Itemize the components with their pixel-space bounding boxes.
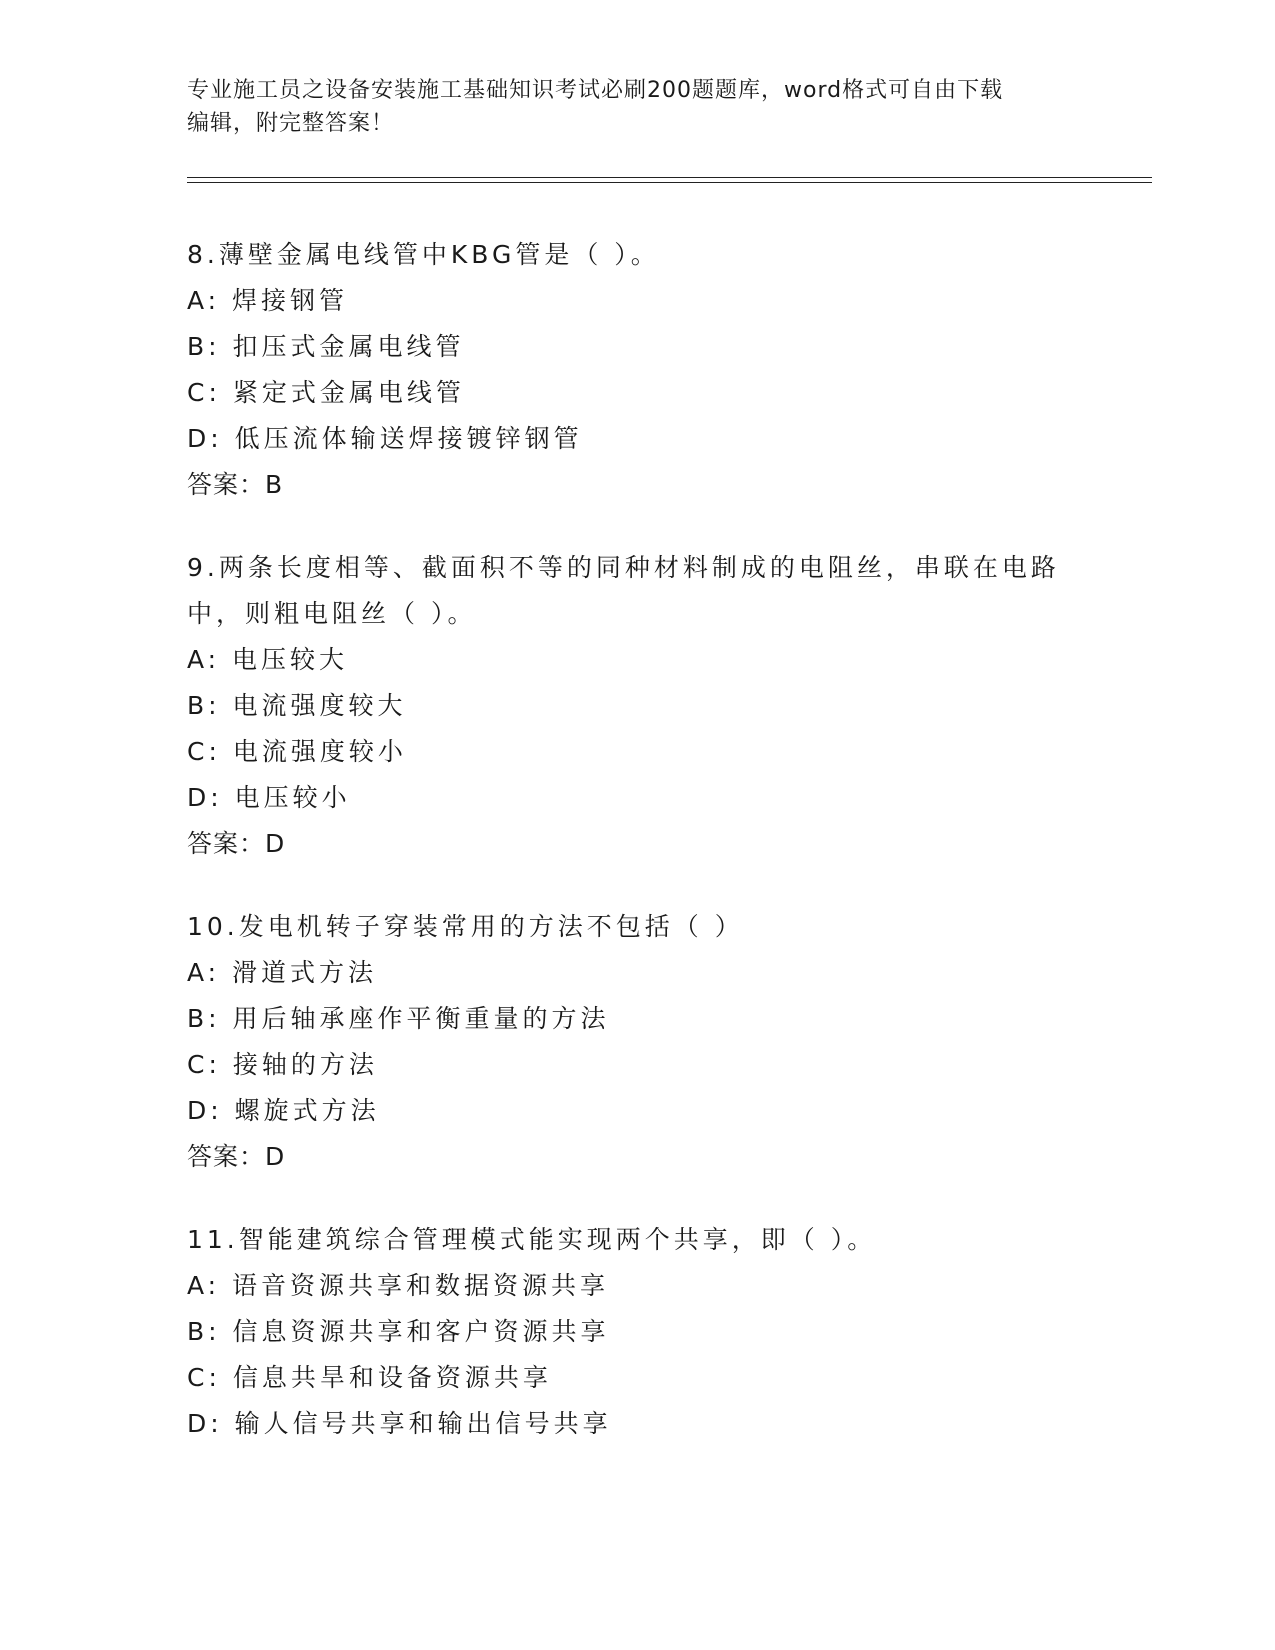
option-a: A: 焊接钢管	[187, 286, 349, 315]
header-line-1: 专业施工员之设备安装施工基础知识考试必刷200题题库，word格式可自由下载	[187, 78, 1004, 103]
option-b: B: 扣压式金属电线管	[187, 332, 465, 361]
document-header	[187, 74, 1067, 140]
option-d: D: 输人信号共享和输出信号共享	[187, 1409, 612, 1438]
question-stem: 11.智能建筑综合管理模式能实现两个共享，即（ ）。	[187, 1225, 877, 1254]
answer: 答案：D	[187, 829, 286, 858]
question-11	[187, 1217, 1087, 1447]
option-c: C: 紧定式金属电线管	[187, 378, 465, 407]
option-a: A: 语音资源共享和数据资源共享	[187, 1271, 610, 1300]
option-c: C: 电流强度较小	[187, 737, 407, 766]
option-d: D: 电压较小	[187, 783, 351, 812]
option-c: C: 接轴的方法	[187, 1050, 378, 1079]
option-c: C: 信息共旱和设备资源共享	[187, 1363, 552, 1392]
question-8	[187, 232, 1087, 508]
question-list	[187, 232, 1087, 1484]
option-b: B: 信息资源共享和客户资源共享	[187, 1317, 610, 1346]
option-d: D: 低压流体输送焊接镀锌钢管	[187, 424, 583, 453]
option-a: A: 滑道式方法	[187, 958, 378, 987]
question-stem: 8.薄壁金属电线管中KBG管是（ ）。	[187, 240, 660, 269]
question-stem: 9.两条长度相等、截面积不等的同种材料制成的电阻丝，串联在电路中，则粗电阻丝（ ）。	[187, 553, 1060, 628]
answer: 答案：D	[187, 1142, 286, 1171]
option-b: B: 电流强度较大	[187, 691, 407, 720]
question-stem: 10.发电机转子穿装常用的方法不包括（ ）	[187, 912, 744, 941]
header-divider-top	[187, 177, 1152, 178]
question-9	[187, 545, 1087, 867]
answer: 答案：B	[187, 470, 284, 499]
option-d: D: 螺旋式方法	[187, 1096, 380, 1125]
option-a: A: 电压较大	[187, 645, 349, 674]
header-line-2: 编辑，附完整答案！	[187, 111, 395, 136]
header-divider-bottom	[187, 182, 1152, 183]
option-b: B: 用后轴承座作平衡重量的方法	[187, 1004, 610, 1033]
question-10	[187, 904, 1087, 1180]
